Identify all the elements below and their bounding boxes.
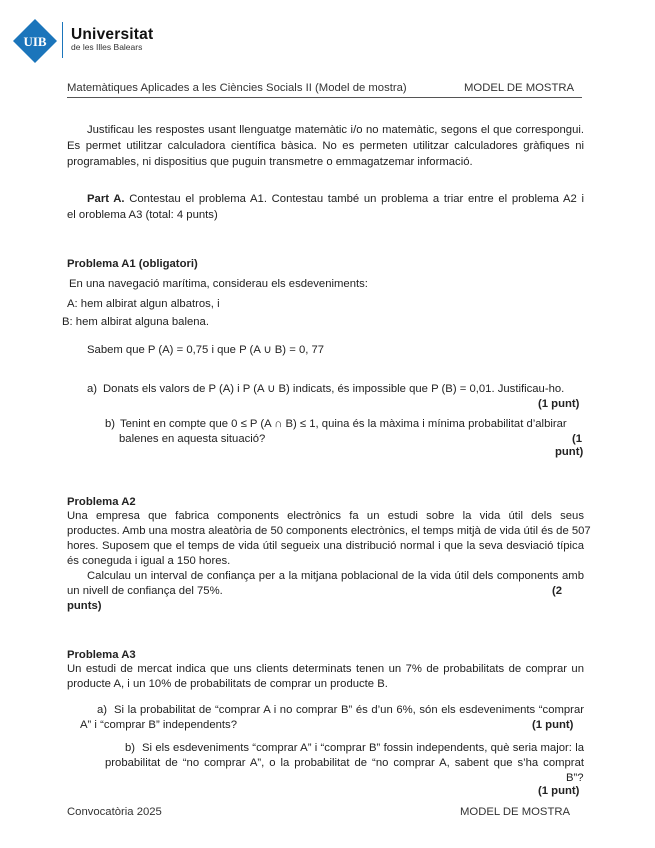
known-probabilities: Sabem que P (A) = 0,75 i que P (A ∪ B) = 0, 77 — [87, 344, 325, 356]
event-b: B: hem albirat alguna balena. — [62, 316, 209, 328]
part-a-line-1 — [87, 191, 584, 207]
footer-convocatoria: Convocatòria 2025 — [67, 806, 162, 818]
a2-line-1: Una empresa que fabrica components electrònics fa un estudi sobre la vida útil dels seus — [67, 510, 584, 522]
a2-line-2: productes. Amb una mostra aleatòria de 50 components electrònics, el temps mitjà de vida útil és de 507 — [67, 525, 591, 537]
a3-line-2: producte A, i un 10% de probabilitats de comprar un producte B. — [67, 678, 388, 690]
event-a: A: hem albirat algun albatros, i — [67, 298, 220, 310]
a2-line-3: hores. Suposem que el temps de vida útil segueix una distribució normal i que la seva desviació típica — [67, 540, 584, 552]
a2-points-2: punts) — [67, 600, 102, 612]
problem-a2-title: Problema A2 — [67, 496, 136, 508]
a2-points-1: (2 — [552, 585, 563, 597]
a1-question-a-label: a) — [87, 383, 98, 395]
a3-question-a-line-2: A” i “comprar B” independents? — [80, 719, 237, 731]
uib-logo-icon — [12, 18, 58, 64]
a3-question-a-label: a) — [97, 704, 108, 716]
subject-title: Matemàtiques Aplicades a les Ciències Socials II (Model de mostra) — [67, 82, 407, 94]
a3-question-b-label: b) — [125, 742, 136, 754]
a1-question-b-points-2: punt) — [555, 446, 584, 458]
logo-initials: UIB — [23, 34, 47, 49]
part-a-label: Part A. — [87, 193, 125, 205]
part-a-text: Contestau el problema A1. Contestau també un problema a triar entre el problema A2 i — [129, 193, 584, 205]
a1-question-b-line-1: Tenint en compte que 0 ≤ P (A ∩ B) ≤ 1, quina és la màxima i mínima probabilitat d’albirar — [120, 418, 567, 430]
logo-divider — [62, 22, 63, 58]
a1-question-a-points: (1 punt) — [538, 398, 580, 410]
footer-model-label: MODEL DE MOSTRA — [460, 806, 571, 818]
a1-question-a-text: Donats els valors de P (A) i P (A ∪ B) indicats, és impossible que P (B) = 0,01. Justificau-ho. — [103, 383, 565, 395]
a3-question-b-line-3: B”? — [566, 772, 584, 784]
intro-line-3: programables, ni dispositius que puguin transmetre o emmagatzemar informació. — [67, 156, 473, 168]
a2-question-line-2: un nivell de confiança del 75%. — [67, 585, 223, 597]
a3-question-b-points: (1 punt) — [538, 785, 580, 797]
a1-question-b-points-1: (1 — [572, 433, 583, 445]
part-a-line-2: el oroblema A3 (total: 4 punts) — [67, 209, 218, 221]
a3-line-1: Un estudi de mercat indica que uns clients determinats tenen un 7% de probabilitats de comprar un — [67, 663, 584, 675]
intro-line-1: Justificau les respostes usant llenguatge matemàtic i/o no matemàtic, segons el que correspongui. — [87, 124, 584, 136]
a1-question-b-label: b) — [105, 418, 116, 430]
a3-question-a-points: (1 punt) — [532, 719, 574, 731]
university-name: Universitat — [71, 26, 154, 43]
university-subtitle: de les Illes Balears — [71, 42, 143, 52]
a3-question-b-line-1: Si els esdeveniments “comprar A” i “comprar B” fossin independents, què seria major: la — [142, 742, 584, 754]
a3-question-a-line-1: Si la probabilitat de “comprar A i no comprar B” és d’un 6%, són els esdeveniments “comprar — [114, 704, 584, 716]
a3-question-b-line-2: probabilitat de “no comprar A”, o la probabilitat de “no comprar A, sabent que s’ha comprat — [105, 757, 584, 769]
problem-a1-title: Problema A1 (obligatori) — [67, 258, 198, 270]
header-model-label: MODEL DE MOSTRA — [464, 82, 575, 94]
a2-line-4: és coneguda i igual a 150 hores. — [67, 555, 231, 567]
header-rule — [67, 97, 582, 98]
intro-line-2: Es permet utilitzar calculadora científica bàsica. No es permeten utilitzar calculadores gràfiques ni — [67, 140, 584, 152]
a2-question-line-1: Calculau un interval de confiança per a la mitjana poblacional de la vida útil dels components amb — [87, 570, 584, 582]
problem-a1-intro: En una navegació marítima, considerau els esdeveniments: — [69, 278, 368, 290]
problem-a3-title: Problema A3 — [67, 649, 136, 661]
a1-question-b-line-2: balenes en aquesta situació? — [119, 433, 266, 445]
